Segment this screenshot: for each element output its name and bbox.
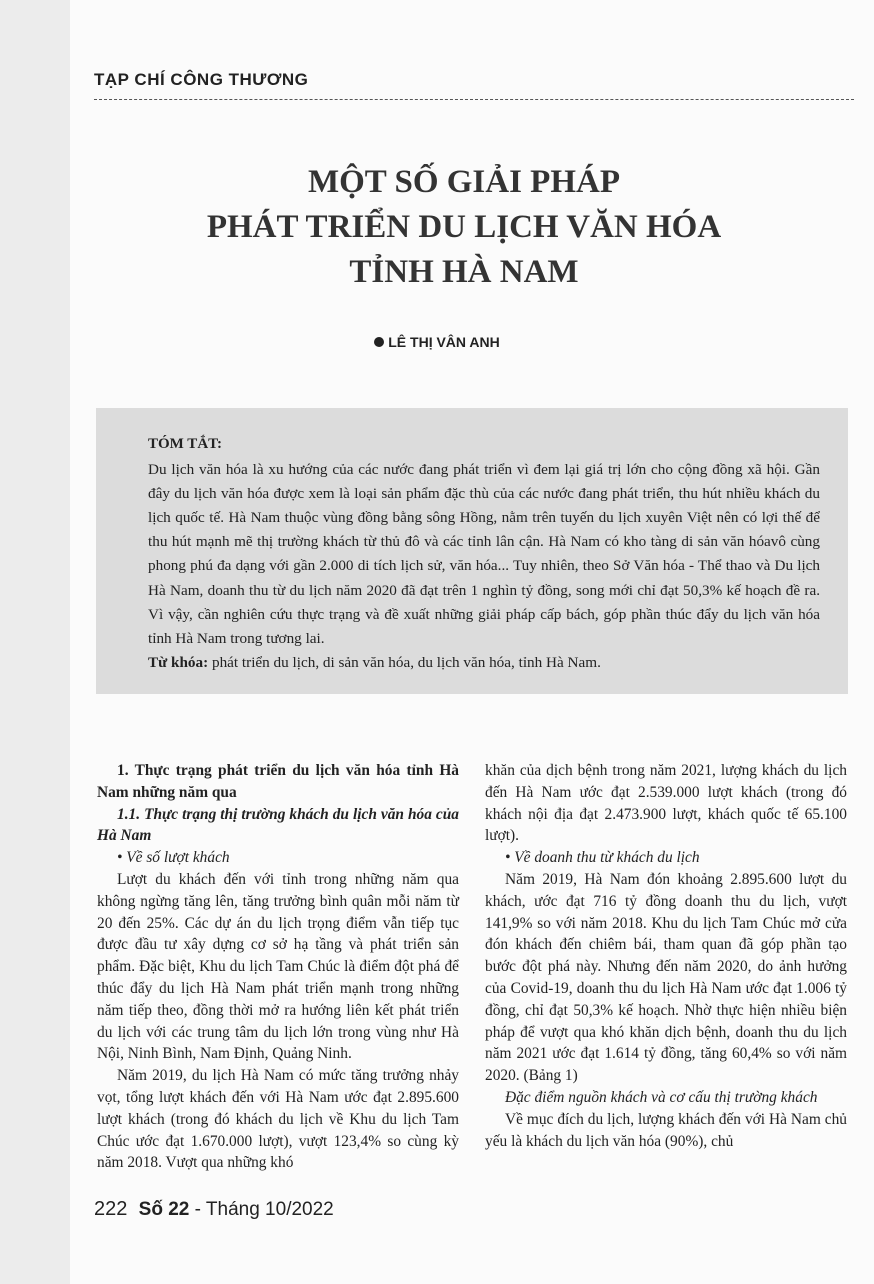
section-heading: 1. Thực trạng phát triển du lịch văn hóa tỉnh Hà Nam những năm qua — [97, 762, 459, 801]
italic-heading-market: Đặc điểm nguồn khách và cơ cấu thị trường khách — [505, 1088, 818, 1106]
subsection-heading: 1.1. Thực trạng thị trường khách du lịch văn hóa của Hà Nam — [97, 805, 459, 845]
keywords-text: phát triển du lịch, di sản văn hóa, du lịch văn hóa, tỉnh Hà Nam. — [211, 653, 601, 671]
header-rule — [94, 99, 854, 100]
article-title — [94, 160, 834, 295]
issue-label: Số — [138, 1199, 163, 1220]
right-column — [485, 760, 847, 1152]
paragraph: Lượt du khách đến với tỉnh trong những năm qua không ngừng tăng lên, tăng trưởng bình quân mỗi năm từ 20 đến 25%. Các dự án du lịch trọng điểm vẫn tiếp tục được đầu tư xây dựng cơ sở hạ tầng và phát triển sản phẩm. Đặc biệt, Khu du lịch Tam Chúc là điểm đột phá để thúc đẩy du lịch Hà Nam phát triển mạnh trong những năm tiếp theo, đồng thời mở ra hướng liên kết phát triển du lịch với các trung tâm du lịch lớn trong vùng như Hà Nội, Ninh Bình, Nam Định, Quảng Ninh. — [97, 870, 459, 1063]
abstract-heading: TÓM TẮT: — [148, 436, 223, 452]
issue-number: 22 — [168, 1199, 190, 1220]
paragraph: Năm 2019, Hà Nam đón khoảng 2.895.600 lượt du khách, ước đạt 716 tỷ đồng doanh thu du lịch, vượt 141,9% so với năm 2018. Khu du lịch Tam Chúc mở cửa đón khách đến chiêm bái, tham quan đã góp phần tạo bước đột phá này. Nhưng đến năm 2020, do ảnh hưởng của Covid-19, doanh thu du lịch Hà Nam ước đạt 1.006 tỷ đồng, chỉ đạt 50,3% kế hoạch. Nhờ thực hiện nhiều biện pháp để vượt qua khó khăn dịch bệnh, doanh thu du lịch năm 2021 ước đạt 1.614 tỷ đồng, tăng 60,4% so với năm 2020. (Bảng 1) — [485, 870, 847, 1085]
bullet-heading-visitors: • Về số lượt khách — [117, 849, 230, 867]
issue-date: - Tháng 10/2022 — [194, 1199, 334, 1220]
title-line-1: MỘT SỐ GIẢI PHÁP — [307, 164, 620, 200]
paragraph: khăn của dịch bệnh trong năm 2021, lượng khách du lịch đến Hà Nam ước đạt 2.539.000 lượt khách (trong đó khách nội địa đạt 2.473.900 lượt, khách quốc tế 65.100 lượt). — [485, 762, 847, 845]
abstract-keywords — [148, 651, 820, 675]
author-bullet-icon — [374, 337, 384, 347]
title-line-2: PHÁT TRIỂN DU LỊCH VĂN HÓA — [206, 209, 722, 245]
paragraph: Năm 2019, du lịch Hà Nam có mức tăng trưởng nhảy vọt, tổng lượt khách đến với Hà Nam ước đạt 2.895.600 lượt khách (trong đó khách du lịch về Khu du lịch Tam Chúc ước đạt 1.670.000 lượt), vượt 123,4% so cùng kỳ năm 2018. Vượt qua những khó — [97, 1067, 459, 1172]
paragraph: Về mục đích du lịch, lượng khách đến với Hà Nam chủ yếu là khách du lịch văn hóa (90%), chủ — [485, 1110, 847, 1150]
left-column — [97, 760, 459, 1174]
abstract-box — [96, 408, 848, 694]
abstract-content — [148, 432, 820, 675]
bullet-heading-revenue: • Về doanh thu từ khách du lịch — [505, 849, 700, 867]
page-footer — [94, 1198, 334, 1221]
title-line-3: TỈNH HÀ NAM — [349, 254, 579, 290]
author-line — [0, 334, 874, 350]
author-name: LÊ THỊ VÂN ANH — [388, 334, 500, 350]
abstract-body: Du lịch văn hóa là xu hướng của các nước đang phát triển vì đem lại giá trị lớn cho cộng đồng xã hội. Gần đây du lịch văn hóa được xem là loại sản phẩm đặc thù của các nước đang phát triển, thu hút nhiều khách du lịch quốc tế. Hà Nam thuộc vùng đồng bằng sông Hồng, nằm trên tuyến du lịch xuyên Việt nên có lợi thế để thu hút mạnh mẽ thị trường khách từ thủ đô và các tỉnh lân cận. Hà Nam có kho tàng di sản văn hóavô cùng phong phú đa dạng với gần 2.000 di tích lịch sử, văn hóa... Tuy nhiên, theo Sở Văn hóa - Thể thao và Du lịch Hà Nam, doanh thu từ du lịch năm 2020 đã đạt trên 1 nghìn tỷ đồng, song mới chỉ đạt 50,3% kế hoạch đề ra. Vì vậy, cần nghiên cứu thực trạng và đề xuất những giải pháp cấp bách, góp phần thúc đẩy du lịch văn hóa tỉnh Hà Nam trong tương lai. — [148, 461, 820, 647]
keywords-label: Từ khóa: — [148, 653, 209, 671]
journal-header: TẠP CHÍ CÔNG THƯƠNG — [94, 70, 309, 89]
page-number: 222 — [94, 1198, 128, 1220]
